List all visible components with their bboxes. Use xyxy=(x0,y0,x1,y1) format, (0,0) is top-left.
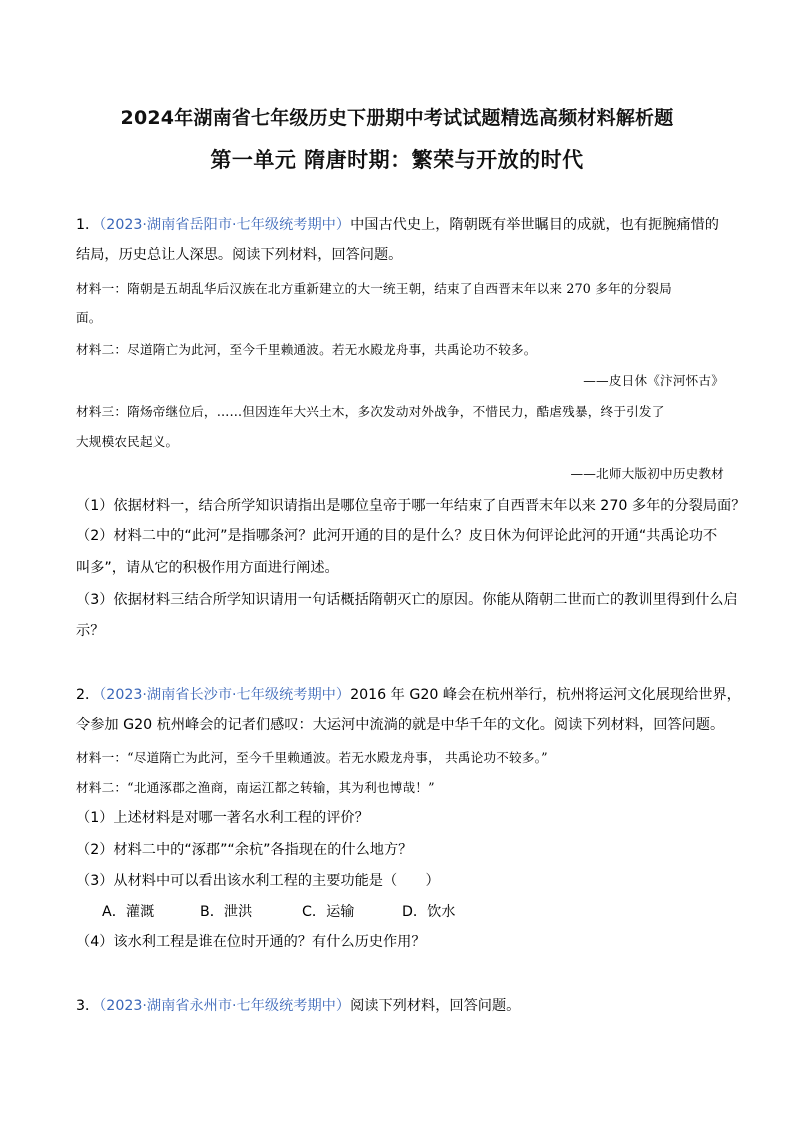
question-3-stem xyxy=(76,997,736,1015)
question-3-stem-text: 阅读下列材料，回答问题。 xyxy=(350,998,521,1014)
question-2-stem-line-1 xyxy=(76,686,741,704)
question-1-stem-line-1 xyxy=(76,216,736,234)
q1-material-2-citation: ——皮日休《汴河怀古》 xyxy=(583,373,724,388)
q1-sub-question-1: （1）依据材料一，结合所学知识请指出是哪位皇帝于哪一年结束了自西晋末年以来 270 多年的分裂局面？ xyxy=(76,498,746,514)
unit-title: 第一单元 隋唐时期：繁荣与开放的时代 xyxy=(210,148,584,172)
question-1-stem-line-2: 结局，历史总让人深思。阅读下列材料，回答问题。 xyxy=(76,247,403,263)
q1-sub-question-2-line-2: 叫多”，请从它的积极作用方面进行阐述。 xyxy=(76,560,339,576)
q1-material-2: 材料二：尽道隋亡为此河，至今千里赖通波。若无水殿龙舟事，共禹论功不较多。 xyxy=(76,342,537,357)
main-title: 2024年湖南省七年级历史下册期中考试试题精选高频材料解析题 xyxy=(120,107,674,129)
q1-sub-question-3-line-1: （3）依据材料三结合所学知识请用一句话概括隋朝灭亡的原因。你能从隋朝二世而亡的教训里得到什么启 xyxy=(76,592,738,608)
q2-material-1: 材料一：“尽道隋亡为此河，至今千里赖通波。若无水殿龙舟事， 共禹论功不较多。” xyxy=(76,750,548,765)
question-2-stem-text: 2016 年 G20 峰会在杭州举行，杭州将运河文化展现给世界， xyxy=(350,687,741,703)
q2-sub-question-1: （1）上述材料是对哪一著名水利工程的评价？ xyxy=(76,810,369,826)
question-1-number: 1． xyxy=(76,217,100,233)
option-b: B．泄洪 xyxy=(200,904,253,920)
q2-sub-question-4: （4）该水利工程是谁在位时开通的？有什么历史作用？ xyxy=(76,934,426,950)
q2-material-2: 材料二：“北通涿郡之渔商，南运江都之转输，其为利也博哉！” xyxy=(76,780,435,795)
q1-material-3-citation: ——北师大版初中历史教材 xyxy=(570,466,724,481)
q1-sub-question-2-line-1: （2）材料二中的“此河”是指哪条河？此河开通的目的是什么？皮日休为何评论此河的开通“共禹论功不 xyxy=(76,528,718,544)
question-2-number: 2． xyxy=(76,687,100,703)
q2-sub-question-3: （3）从材料中可以看出该水利工程的主要功能是（ ） xyxy=(76,873,440,889)
q1-material-3-line-2: 大规模农民起义。 xyxy=(76,434,179,449)
question-3-source: （2023·湖南省永州市·七年级统考期中） xyxy=(99,998,351,1014)
question-1-stem-text: 中国古代史上，隋朝既有举世瞩目的成就，也有扼腕痛惜的 xyxy=(350,217,719,233)
option-a: A．灌溉 xyxy=(102,904,155,920)
option-c: C．运输 xyxy=(302,904,355,920)
q2-sub-question-2: （2）材料二中的“涿郡”“余杭”各指现在的什么地方？ xyxy=(76,842,413,858)
q1-material-3-line-1: 材料三：隋炀帝继位后，……但因连年大兴土木，多次发动对外战争，不惜民力，酷虐残暴，终于引发了 xyxy=(76,404,665,419)
question-1-source: （2023·湖南省岳阳市·七年级统考期中） xyxy=(99,217,351,233)
question-2-stem-line-2: 令参加 G20 杭州峰会的记者们感叹：大运河中流淌的就是中华千年的文化。阅读下列材料，回答问题。 xyxy=(76,717,725,733)
q1-material-1-line-1: 材料一：隋朝是五胡乱华后汉族在北方重新建立的大一统王朝，结束了自西晋末年以来 270 多年的分裂局 xyxy=(76,281,672,296)
option-d: D．饮水 xyxy=(402,904,456,920)
q2-options xyxy=(102,903,762,921)
q1-sub-question-3-line-2: 示？ xyxy=(76,623,105,639)
question-2-source: （2023·湖南省长沙市·七年级统考期中） xyxy=(99,687,351,703)
question-3-number: 3． xyxy=(76,998,100,1014)
q1-material-1-line-2: 面。 xyxy=(76,310,102,325)
